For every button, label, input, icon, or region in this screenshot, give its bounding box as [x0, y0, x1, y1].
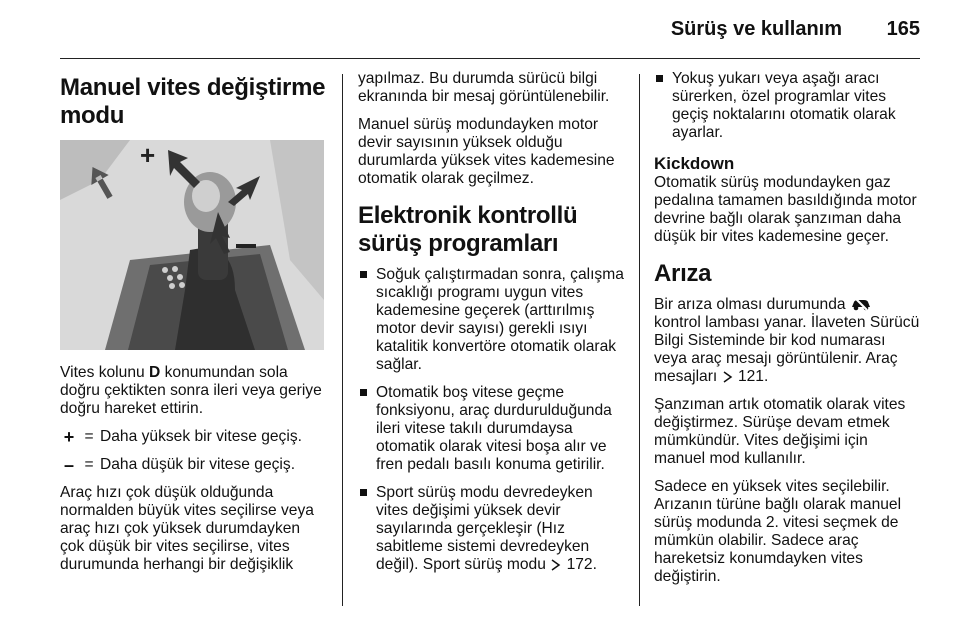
fault-paragraph-1: Bir arıza olması durumunda kontrol lambası yanar. İlaveten Sürücü Bilgi Sisteminde bir kod numarası veya araç mesajı görüntülenir. Araç mesajları 121.	[654, 296, 920, 385]
fault-paragraph-3: Sadece en yüksek vites seçilebilir. Arızanın türüne bağlı olarak manuel sürüş modunda 2. vitesi seçmek de mümkün olabilir. Sadece araç hareketsiz konumdayken vites değiştirin.	[654, 478, 902, 585]
speed-paragraph: Araç hızı çok düşük olduğunda normalden büyük vites seçilirse veya araç hızı çok yüksek durumdayken çok düşük bir vites seçilirse, vites durumunda herhangi bir değişiklik	[60, 484, 314, 573]
list-item: Otomatik boş vitese geçme fonksiyonu, araç durdurulduğunda ileri vitese takılı durumdaysa otomatik olarak vitesi boşa alır ve fren pedalı basılı konuma getirilir.	[358, 384, 624, 474]
section-heading-kickdown: Kickdown	[654, 154, 735, 173]
page-header	[0, 0, 960, 62]
intro-paragraph: Vites kolunu D konumundan sola doğru çektikten sonra ileri veya geriye doğru hareket ettirin.	[60, 364, 322, 417]
svg-text:+: +	[140, 140, 156, 170]
minus-icon: –	[63, 455, 74, 475]
column-3	[654, 70, 920, 596]
minus-definition: – = Daha düşük bir vitese geçiş.	[60, 456, 326, 474]
column-2	[358, 70, 624, 584]
kickdown-paragraph: Otomatik sürüş modundayken gaz pedalına tamamen basıldığında motor devrine bağlı olarak şanzıman daha düşük bir vites kademesine geçer.	[654, 174, 917, 245]
message-paragraph: yapılmaz. Bu durumda sürücü bilgi ekranında bir mesaj görüntülenebilir.	[358, 70, 610, 105]
plus-icon: +	[63, 427, 75, 447]
section-heading-fault: Arıza	[654, 260, 712, 287]
fault-paragraph-2: Şanzıman artık otomatik olarak vites değiştirmez. Sürüşe devam etmek mümkündür. Vites değişimi için manuel mod kullanılır.	[654, 396, 906, 467]
gear-lever-illustration	[60, 140, 324, 350]
section-heading-electronic-programs: Elektronik kontrollü sürüş programları	[358, 202, 578, 257]
high-rpm-paragraph: Manuel sürüş modundayken motor devir sayısının yüksek olduğu durumlarda yüksek vites kademesine otomatik olarak geçilmez.	[358, 116, 615, 187]
page-number: 165	[886, 18, 920, 40]
page-reference[interactable]: 121.	[737, 368, 769, 385]
slope-list	[654, 70, 920, 142]
list-item: Sport sürüş modu devredeyken vites değişimi yüksek devir sayılarında gerçekleşir (Hız sabitleme sistemi devredeyken değil). Sport sürüş modu 172.	[358, 484, 624, 574]
gear-position-d: D	[149, 364, 161, 381]
gear-lever-drawing	[60, 140, 324, 350]
list-item: Soğuk çalıştırmadan sonra, çalışma sıcaklığı programı uygun vites kademesine geçerek (arttırılmış motor devir sayısı) gerekli ısıyı katalitik konvertöre otomatik olarak sağlar.	[358, 266, 624, 374]
header-rule	[60, 58, 920, 59]
page-reference[interactable]: 172.	[566, 556, 597, 573]
header-title: Sürüş ve kullanım	[670, 18, 842, 40]
column-divider-1	[342, 74, 343, 606]
column-divider-2	[639, 74, 640, 606]
car-wrench-warning-icon	[850, 296, 872, 312]
section-heading-manual-mode: Manuel vites değiştirme modu	[60, 74, 326, 129]
programs-list	[358, 266, 624, 574]
column-1	[60, 70, 326, 584]
list-item: Yokuş yukarı veya aşağı aracı sürerken, özel programlar vites geçiş noktalarını otomatik olarak ayarlar.	[654, 70, 920, 142]
page-reference-arrow-icon	[722, 370, 734, 384]
page-reference-arrow-icon	[550, 558, 562, 572]
plus-definition: + = Daha yüksek bir vitese geçiş.	[60, 428, 326, 446]
